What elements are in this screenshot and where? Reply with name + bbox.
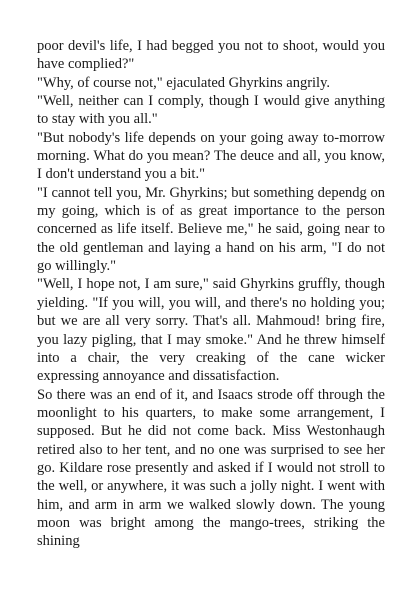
paragraph-5: "I cannot tell you, Mr. Ghyrkins; but something dependg on my going, which is of as great importance to the person concerned as life itself. Believe me," he said, going near to the old gentleman and laying a hand on his arm, "I do not go willingly." [37, 184, 385, 275]
paragraph-6: "Well, I hope not, I am sure," said Ghyrkins gruffly, though yielding. "If you will, you will, and there's no holding you; but we are all very sorry. That's all. Mahmoud! bring fire, you lazy pigling, that I may smoke." And he threw himself into a chair, the very creaking of the cane wicker expressing annoyance and dissatisfaction. [37, 276, 385, 385]
paragraph-4: "But nobody's life depends on your going away to-morrow morning. What do you mean? The deuce and all, you know, I don't understand you a bit." [37, 129, 385, 183]
paragraph-2: "Why, of course not," ejaculated Ghyrkins angrily. [37, 74, 331, 91]
paragraph-1: poor devil's life, I had begged you not to shoot, would you have complied?" [37, 38, 385, 73]
paragraph-3: "Well, neither can I comply, though I would give anything to stay with you all." [37, 93, 385, 128]
paragraph-7: So there was an end of it, and Isaacs strode off through the moonlight to his quarters, to make some arrangement, I supposed. But he did not come back. Miss Westonhaugh retired also to her tent, and no one was surprised to see her go. Kildare rose presently and asked if I would not stroll to the well, or anywhere, it was such a jolly night. I went with him, and arm in arm we walked slowly down. The young moon was bright among the mango-trees, striking the shining [37, 386, 385, 550]
document-page [37, 37, 385, 551]
